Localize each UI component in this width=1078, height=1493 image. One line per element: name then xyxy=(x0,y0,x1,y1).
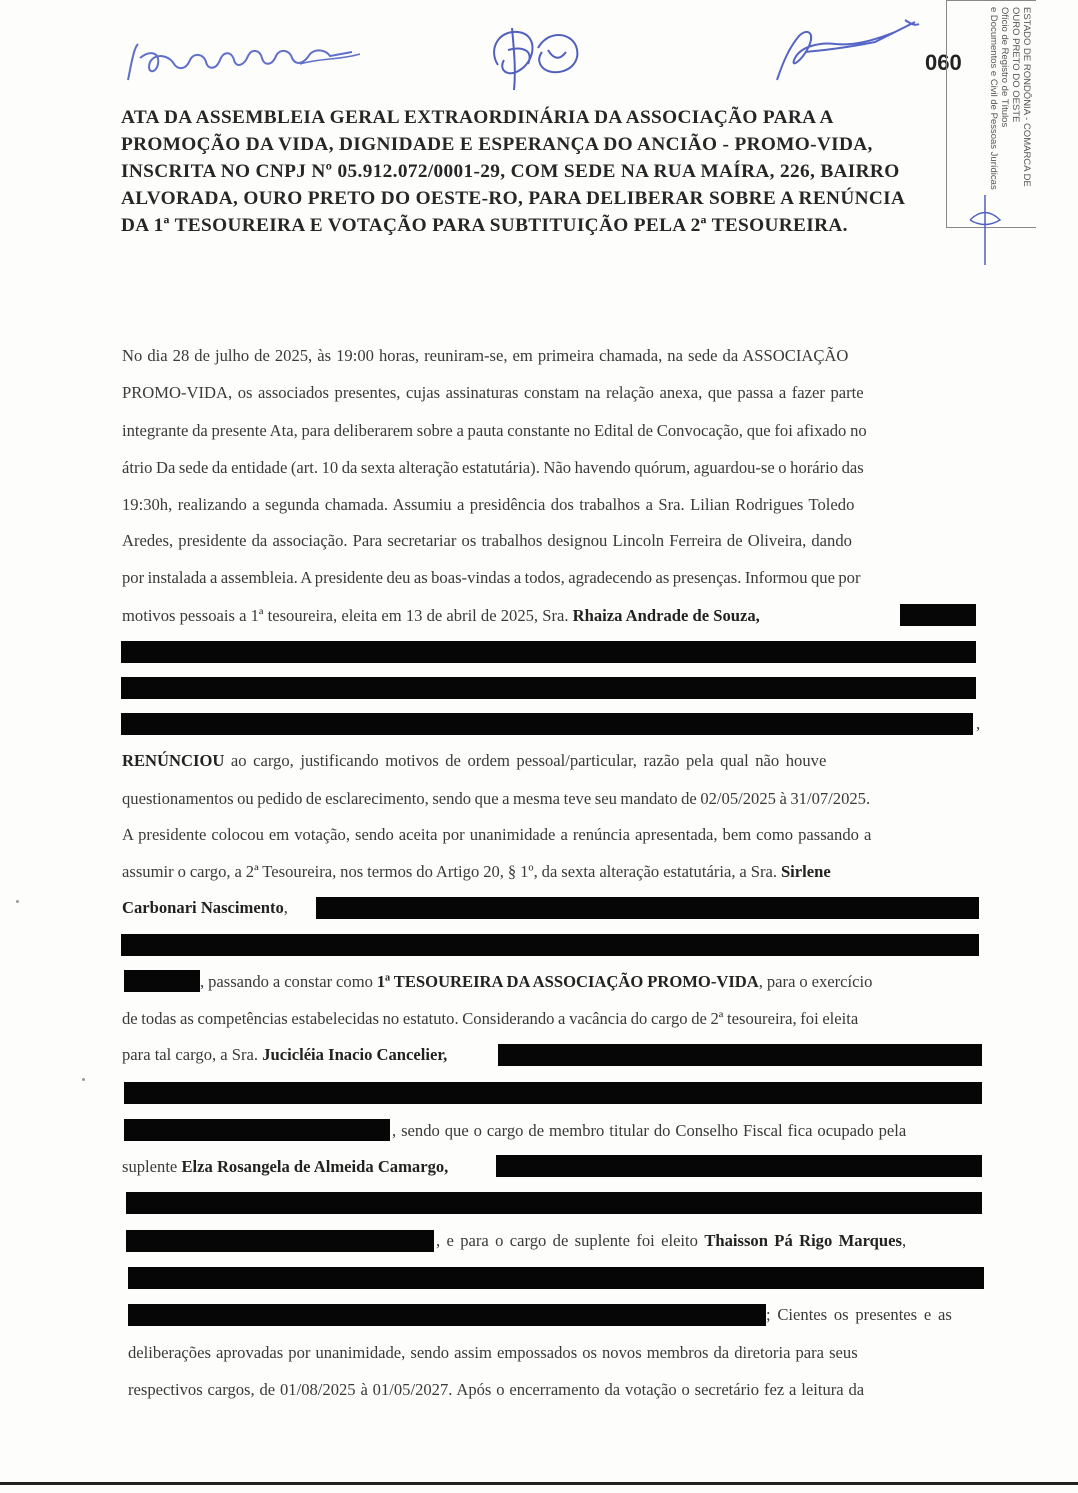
body-line: integrante da presente Ata, para deliberarem sobre a pauta constante no Edital de Convocação, que foi afixado no xyxy=(122,421,867,440)
body-line xyxy=(122,1045,447,1065)
text-segment: assumir o cargo, a 2ª Tesoureira, nos termos do Artigo 20, § 1º, da sexta alteração estatutária, a Sra. xyxy=(122,862,781,881)
bold-term: RENÚNCIOU xyxy=(122,751,225,770)
redaction-bar xyxy=(496,1155,982,1177)
body-line xyxy=(122,606,760,626)
body-line xyxy=(122,751,826,771)
redaction-bar xyxy=(121,677,976,699)
text-segment: motivos pessoais a 1ª tesoureira, eleita em 13 de abril de 2025, Sra. xyxy=(122,606,573,625)
body-line xyxy=(436,1231,906,1251)
body-line: , xyxy=(976,714,981,733)
title-line: INSCRITA NO CNPJ Nº 05.912.072/0001-29, COM SEDE NA RUA MAÍRA, 226, BAIRRO xyxy=(121,161,900,182)
redaction-bar xyxy=(128,1267,984,1289)
person-name: Elza Rosangela de Almeida Camargo, xyxy=(181,1157,449,1176)
person-name: Jucicléia Inacio Cancelier, xyxy=(262,1045,448,1064)
body-line: átrio Da sede da entidade (art. 10 da sexta alteração estatutária). Não havendo quórum, aguardou-se o horário das xyxy=(122,458,864,477)
stamp-line-4: e Documentos e Civil de Pessoas Jurídicas xyxy=(988,7,999,190)
redaction-bar xyxy=(498,1044,982,1066)
text-segment: para tal cargo, a Sra. xyxy=(122,1045,263,1064)
title-line: ALVORADA, OURO PRETO DO OESTE-RO, PARA DELIBERAR SOBRE A RENÚNCIA xyxy=(121,188,906,209)
signature-left xyxy=(120,30,370,90)
body-line xyxy=(122,1157,448,1177)
text-segment: , xyxy=(901,1231,907,1250)
text-segment: , passando a constar como xyxy=(200,972,377,991)
body-line: 19:30h, realizando a segunda chamada. Assumiu a presidência dos trabalhos a Sra. Lilian Rodrigues Toledo xyxy=(122,495,855,514)
document-title xyxy=(121,104,971,239)
text-segment: , e para o cargo de suplente foi eleito xyxy=(436,1231,705,1250)
person-name: Rhaiza Andrade de Souza, xyxy=(572,606,760,625)
body-line xyxy=(200,972,872,992)
redaction-bar xyxy=(121,641,976,663)
stamp-line-3: Ofício de Registro de Títulos xyxy=(999,7,1010,128)
body-line: No dia 28 de julho de 2025, às 19:00 horas, reuniram-se, em primeira chamada, na sede da ASSOCIAÇÃO xyxy=(122,346,849,365)
stamp-line-1: ESTADO DE RONDÔNIA - COMARCA DE xyxy=(1021,7,1032,187)
scan-speck xyxy=(16,900,19,903)
body-line: Aredes, presidente da associação. Para secretariar os trabalhos designou Lincoln Ferreira de Oliveira, dando xyxy=(122,531,852,550)
person-name: Sirlene xyxy=(780,862,831,881)
body-line: por instalada a assembleia. A presidente deu as boas-vindas a todos, agradecendo as presenças. Informou que por xyxy=(122,568,861,587)
redaction-bar xyxy=(124,1119,390,1141)
person-name: Carbonari Nascimento xyxy=(122,898,284,917)
body-line: PROMO-VIDA, os associados presentes, cujas assinaturas constam na relação anexa, que passa a fazer parte xyxy=(122,383,864,402)
redaction-bar xyxy=(121,713,973,735)
scan-speck xyxy=(82,1078,85,1081)
stamp-line-2: OURO PRETO DO OESTE xyxy=(1010,7,1021,123)
redaction-bar xyxy=(121,934,979,956)
body-line: deliberações aprovadas por unanimidade, sendo assim empossados os novos membros da diretoria para seus xyxy=(128,1343,858,1362)
redaction-bar xyxy=(316,897,979,919)
text-segment: , xyxy=(283,898,288,917)
text-segment: ao cargo, justificando motivos de ordem pessoal/particular, razão pela qual não houve xyxy=(224,751,827,770)
page-number: 060 xyxy=(925,50,962,75)
text-segment: suplente xyxy=(122,1157,182,1176)
body-line: de todas as competências estabelecidas no estatuto. Considerando a vacância do cargo de 2ª tesoureira, foi eleita xyxy=(122,1009,859,1028)
redaction-bar xyxy=(126,1230,434,1252)
signature-right xyxy=(765,12,925,92)
redaction-bar xyxy=(126,1192,982,1214)
redaction-bar xyxy=(128,1304,766,1326)
body-line: A presidente colocou em votação, sendo aceita por unanimidade a renúncia apresentada, bem como passando a xyxy=(122,825,872,844)
page-edge xyxy=(0,1482,1078,1485)
redaction-bar xyxy=(124,970,200,992)
redaction-bar xyxy=(900,604,976,626)
bold-term: 1ª TESOUREIRA DA ASSOCIAÇÃO PROMO-VIDA xyxy=(376,972,759,991)
title-line: DA 1ª TESOUREIRA E VOTAÇÃO PARA SUBTITUIÇÃO PELA 2ª TESOUREIRA. xyxy=(121,215,848,236)
body-line xyxy=(122,898,288,918)
text-segment: , para o exercício xyxy=(758,972,873,991)
person-name: Thaisson Pá Rigo Marques xyxy=(704,1231,902,1250)
body-line: questionamentos ou pedido de esclarecimento, sendo que a mesma teve seu mandato de 02/05/2025 à 31/07/2025. xyxy=(122,789,871,808)
body-line: ; Cientes os presentes e as xyxy=(766,1305,952,1324)
signature-center xyxy=(478,20,588,95)
redaction-bar xyxy=(124,1082,982,1104)
body-line: respectivos cargos, de 01/08/2025 à 01/05/2027. Após o encerramento da votação o secretário fez a leitura da xyxy=(128,1380,865,1399)
body-line: , sendo que o cargo de membro titular do Conselho Fiscal fica ocupado pela xyxy=(392,1121,907,1140)
title-line: PROMOÇÃO DA VIDA, DIGNIDADE E ESPERANÇA DO ANCIÃO - PROMO-VIDA, xyxy=(121,134,873,155)
body-line xyxy=(122,862,831,882)
title-line: ATA DA ASSEMBLEIA GERAL EXTRAORDINÁRIA DA ASSOCIAÇÃO PARA A xyxy=(121,107,834,128)
